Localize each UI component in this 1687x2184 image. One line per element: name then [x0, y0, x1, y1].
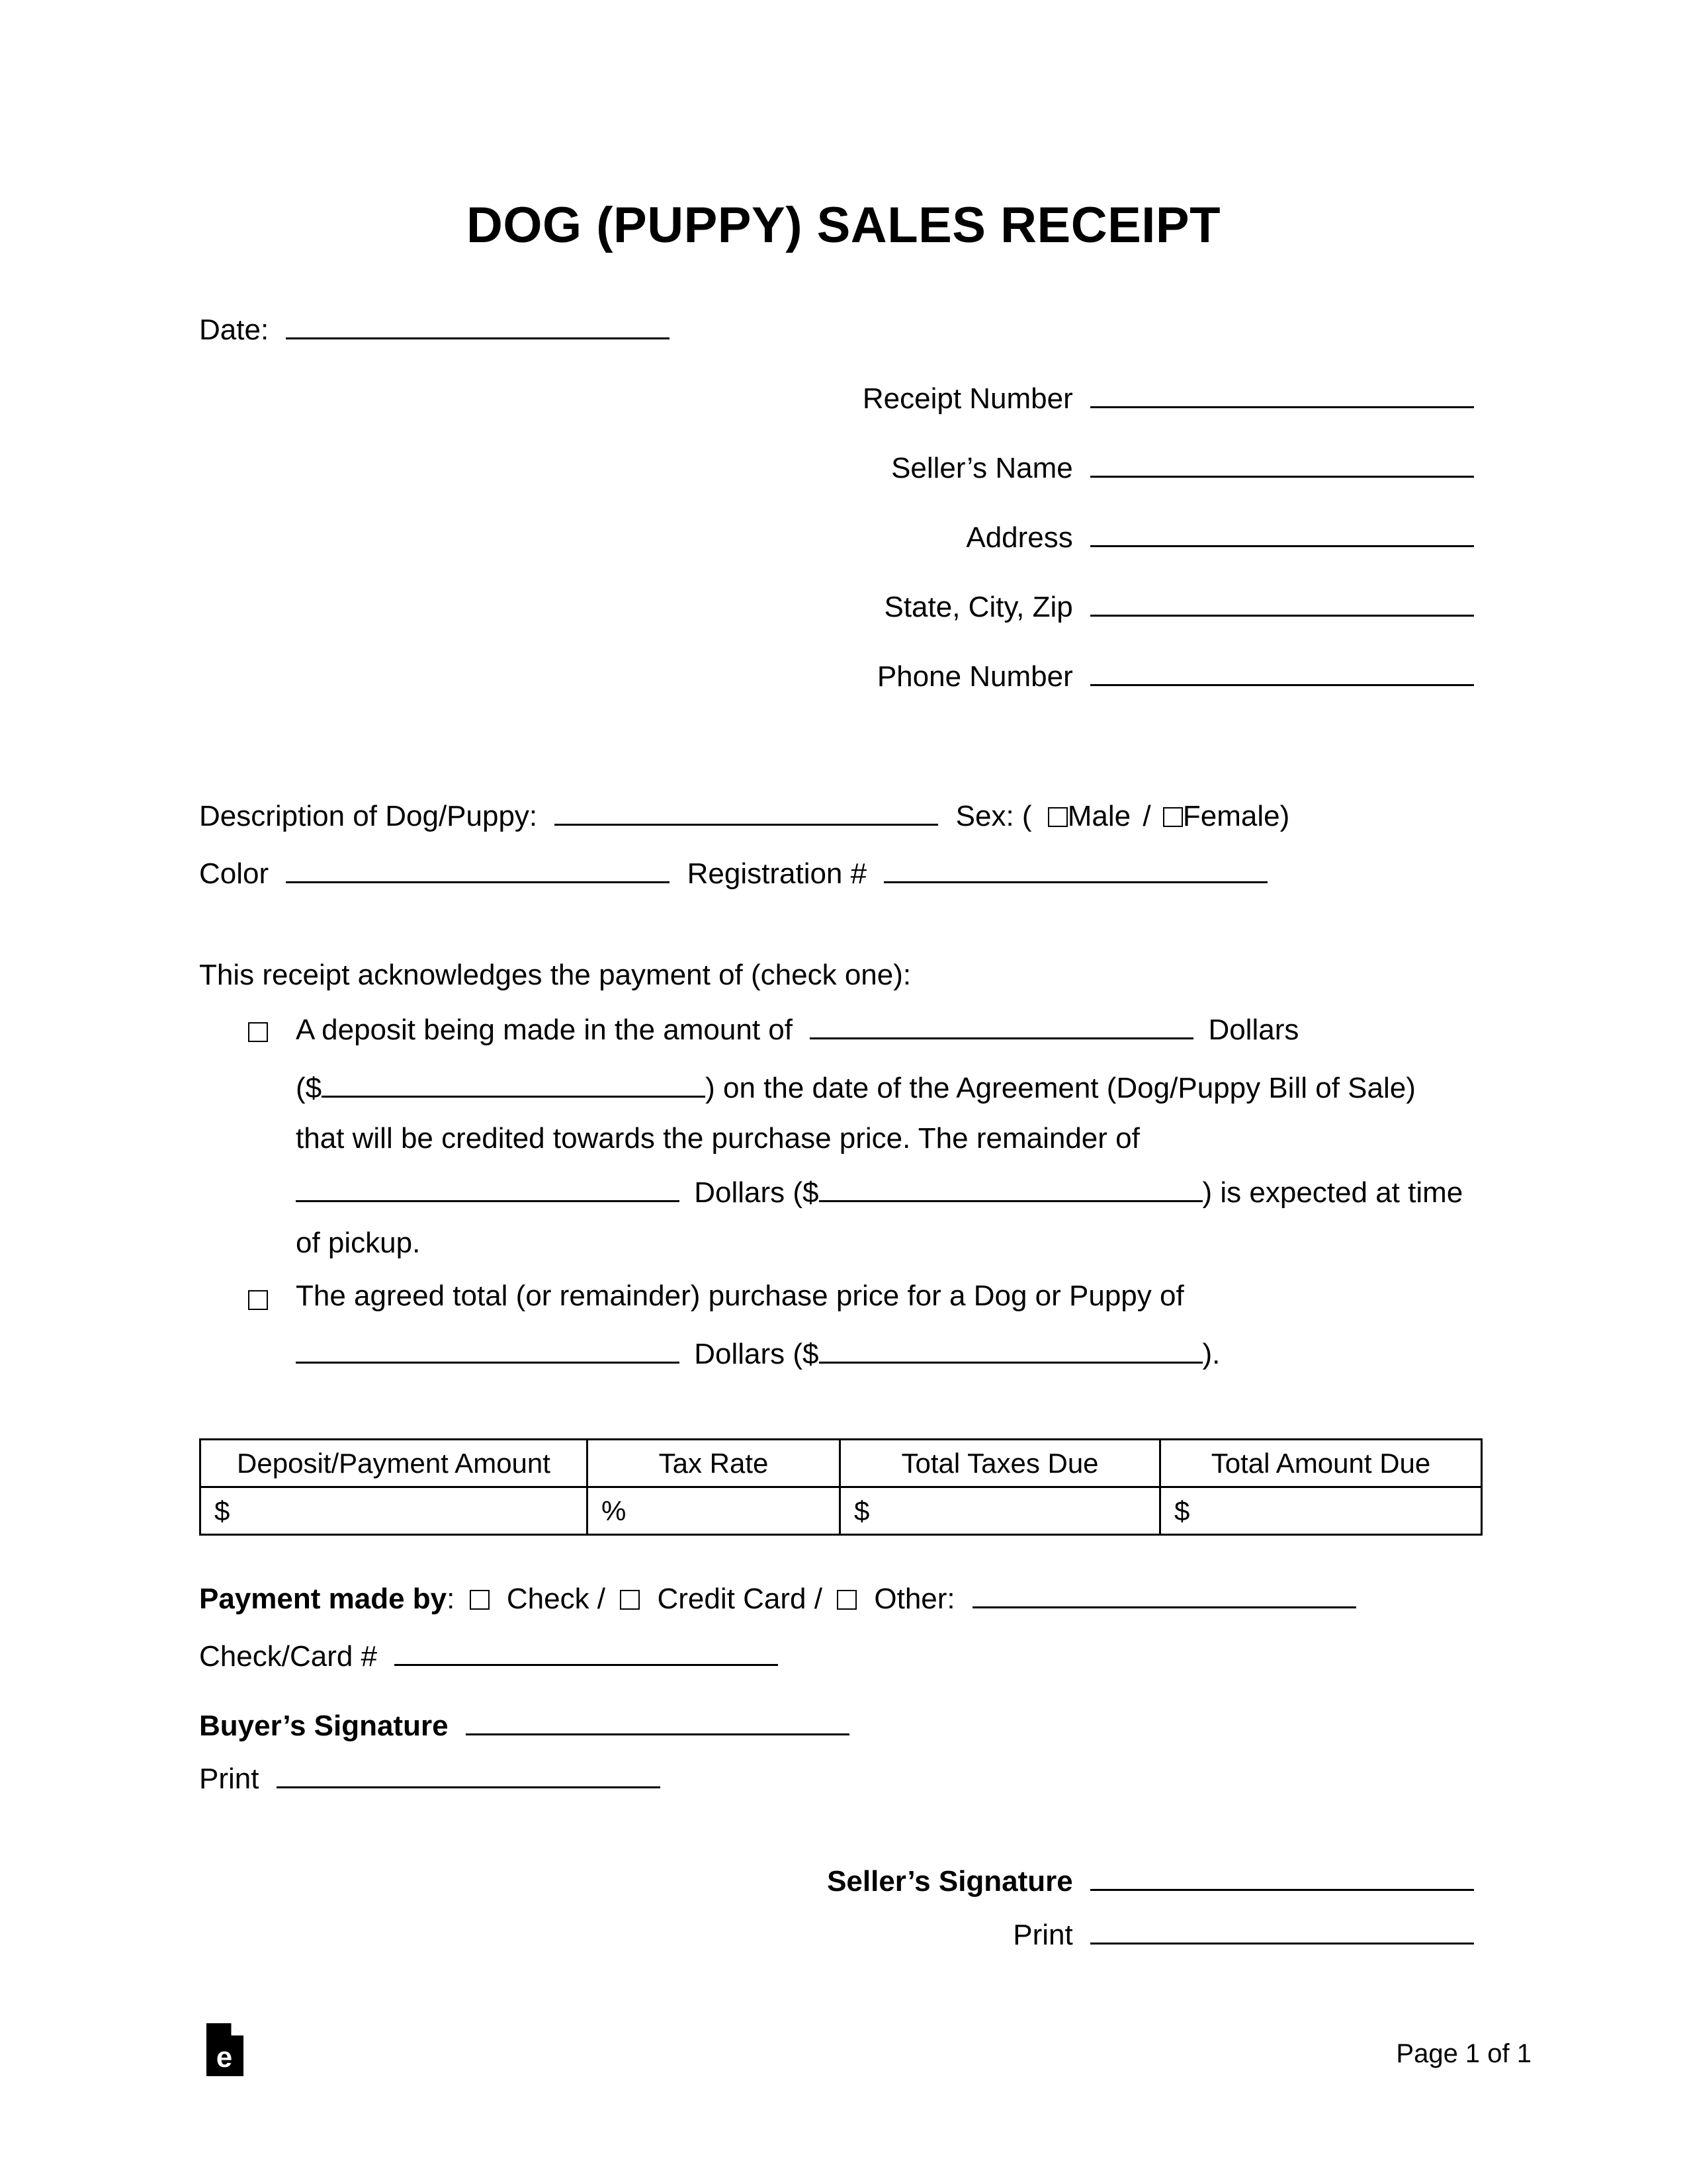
phone-number-row [877, 658, 1474, 694]
seller-print-row [1013, 1916, 1474, 1952]
payment-method-row [199, 1580, 1356, 1616]
option1-line5: of pickup. [296, 1227, 421, 1259]
option1-line1 [296, 1011, 1299, 1047]
buyer-signature-row [199, 1707, 849, 1743]
cell-total-taxes-due[interactable]: $ [840, 1487, 1160, 1535]
option2-line2 [296, 1335, 1220, 1372]
svg-text:e: e [216, 2041, 233, 2074]
cell-deposit-payment-amount[interactable]: $ [200, 1487, 587, 1535]
table-row [200, 1487, 1482, 1535]
option1-line2 [296, 1069, 1416, 1106]
description-row [199, 797, 1289, 834]
eforms-logo-icon [206, 2023, 243, 2076]
seller-print-field[interactable] [1090, 1916, 1474, 1944]
total-checkbox[interactable] [248, 1290, 268, 1310]
sellers-name-label: Seller’s Name [891, 452, 1073, 484]
check-label: Check / [506, 1583, 606, 1615]
page-number: Page 1 of 1 [1396, 2039, 1532, 2068]
address-field[interactable] [1090, 519, 1474, 547]
option1-dollar-prefix: ($ [296, 1072, 322, 1104]
date-label: Date: [199, 314, 269, 346]
cell-tax-rate[interactable]: % [587, 1487, 840, 1535]
date-field[interactable] [286, 311, 670, 339]
check-card-field[interactable] [394, 1638, 778, 1666]
sellers-name-row [891, 449, 1474, 486]
seller-signature-field[interactable] [1090, 1862, 1474, 1891]
total-number-field[interactable] [819, 1335, 1203, 1364]
header-tax-rate: Tax Rate [587, 1440, 840, 1487]
receipt-number-field[interactable] [1090, 380, 1474, 408]
payment-method-colon: : [447, 1583, 455, 1615]
deposit-amount-words-field[interactable] [810, 1011, 1193, 1039]
option1-line2-text: ) on the date of the Agreement (Dog/Puppy Bill of Sale) [705, 1072, 1416, 1104]
state-city-zip-row [884, 588, 1474, 625]
option2-dollars: Dollars ($ [694, 1338, 819, 1370]
header-deposit-payment-amount: Deposit/Payment Amount [200, 1440, 587, 1487]
remainder-number-field[interactable] [819, 1174, 1203, 1202]
option1-remainder-dollars: Dollars ($ [694, 1176, 819, 1209]
header-total-taxes-due: Total Taxes Due [840, 1440, 1160, 1487]
check-checkbox[interactable] [470, 1590, 490, 1610]
table-header-row [200, 1440, 1482, 1487]
credit-card-label: Credit Card / [657, 1583, 822, 1615]
sex-label: Sex: ( [955, 800, 1032, 832]
sex-separator: / [1143, 800, 1151, 832]
buyer-signature-field[interactable] [466, 1707, 849, 1735]
payment-intro: This receipt acknowledges the payment of (check one): [199, 959, 912, 991]
buyer-print-row [199, 1760, 660, 1796]
option1-line1-text: A deposit being made in the amount of [296, 1014, 793, 1046]
credit-card-checkbox[interactable] [620, 1590, 640, 1610]
buyer-print-field[interactable] [277, 1760, 660, 1788]
option2-line2-end: ). [1202, 1338, 1221, 1370]
option1-dollars-label: Dollars [1208, 1014, 1299, 1046]
option2-line1: The agreed total (or remainder) purchase price for a Dog or Puppy of [296, 1280, 1184, 1312]
receipt-number-row [863, 380, 1474, 416]
state-city-zip-field[interactable] [1090, 588, 1474, 617]
registration-label: Registration # [687, 857, 867, 890]
option1-line4 [296, 1174, 1463, 1210]
buyer-signature-label: Buyer’s Signature [199, 1710, 449, 1742]
amounts-table [199, 1438, 1483, 1536]
state-city-zip-label: State, City, Zip [884, 591, 1073, 623]
male-label: Male [1067, 800, 1131, 832]
seller-signature-row [827, 1862, 1474, 1899]
check-card-label: Check/Card # [199, 1640, 378, 1673]
option1-line3: that will be credited towards the purchase price. The remainder of [296, 1122, 1140, 1155]
address-row [966, 519, 1474, 555]
remainder-words-field[interactable] [296, 1174, 679, 1202]
cell-total-amount-due[interactable]: $ [1160, 1487, 1482, 1535]
address-label: Address [966, 521, 1073, 554]
buyer-print-label: Print [199, 1763, 259, 1795]
payment-method-label: Payment made by [199, 1583, 447, 1615]
color-label: Color [199, 857, 269, 890]
other-label: Other: [874, 1583, 955, 1615]
description-label: Description of Dog/Puppy: [199, 800, 538, 832]
female-label: Female) [1182, 800, 1290, 832]
sellers-name-field[interactable] [1090, 449, 1474, 478]
date-row [199, 311, 670, 347]
header-total-amount-due: Total Amount Due [1160, 1440, 1482, 1487]
total-words-field[interactable] [296, 1335, 679, 1364]
deposit-checkbox[interactable] [248, 1022, 268, 1042]
description-field[interactable] [554, 797, 938, 826]
female-checkbox[interactable] [1163, 807, 1183, 827]
page-title: DOG (PUPPY) SALES RECEIPT [466, 197, 1221, 253]
registration-field[interactable] [884, 855, 1268, 883]
receipt-number-label: Receipt Number [862, 382, 1073, 415]
phone-number-field[interactable] [1090, 658, 1474, 686]
option1-line4-text: ) is expected at time [1202, 1176, 1463, 1209]
deposit-amount-number-field[interactable] [322, 1069, 705, 1098]
male-checkbox[interactable] [1048, 807, 1068, 827]
color-row [199, 855, 1268, 891]
seller-print-label: Print [1013, 1919, 1073, 1951]
other-field[interactable] [973, 1580, 1356, 1608]
other-checkbox[interactable] [837, 1590, 857, 1610]
seller-signature-label: Seller’s Signature [827, 1865, 1073, 1898]
check-card-row [199, 1638, 778, 1674]
phone-number-label: Phone Number [877, 660, 1073, 693]
color-field[interactable] [286, 855, 670, 883]
